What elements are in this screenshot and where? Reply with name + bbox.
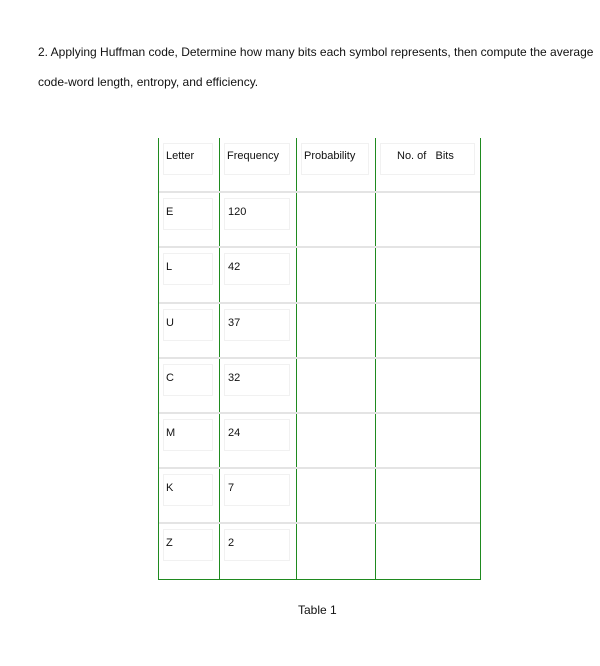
- row-frequency: 7: [228, 482, 235, 494]
- row-letter: L: [166, 261, 173, 273]
- row-letter: Z: [166, 537, 173, 549]
- row-separator: [159, 412, 480, 414]
- row-letter: C: [166, 372, 174, 384]
- row-separator: [159, 467, 480, 469]
- question-line-2: code-word length, entropy, and efficiency.: [38, 75, 259, 89]
- row-letter: U: [166, 317, 174, 329]
- row-separator: [159, 302, 480, 304]
- huffman-table: [158, 138, 481, 580]
- row-frequency: 2: [228, 537, 235, 549]
- header-frequency: Frequency: [227, 150, 279, 162]
- row-frequency: 24: [228, 427, 241, 439]
- row-frequency: 120: [228, 206, 247, 218]
- frequency-cell: [225, 475, 289, 505]
- row-letter: M: [166, 427, 176, 439]
- row-separator: [159, 357, 480, 359]
- row-frequency: 37: [228, 317, 241, 329]
- frequency-cell: [225, 530, 289, 560]
- row-letter: K: [166, 482, 174, 494]
- row-letter: E: [166, 206, 174, 218]
- header-no-of-bits: No. of Bits: [397, 150, 454, 162]
- row-separator: [159, 522, 480, 524]
- row-frequency: 32: [228, 372, 241, 384]
- row-separator: [159, 191, 480, 193]
- row-frequency: 42: [228, 261, 241, 273]
- question-line-1: 2. Applying Huffman code, Determine how many bits each symbol represents, then compute the average: [38, 45, 594, 59]
- table-caption: Table 1: [298, 603, 337, 617]
- header-probability: Probability: [304, 150, 356, 162]
- column-border: [480, 138, 481, 579]
- row-separator: [159, 246, 480, 248]
- header-letter: Letter: [166, 150, 195, 162]
- question-text: [38, 37, 594, 97]
